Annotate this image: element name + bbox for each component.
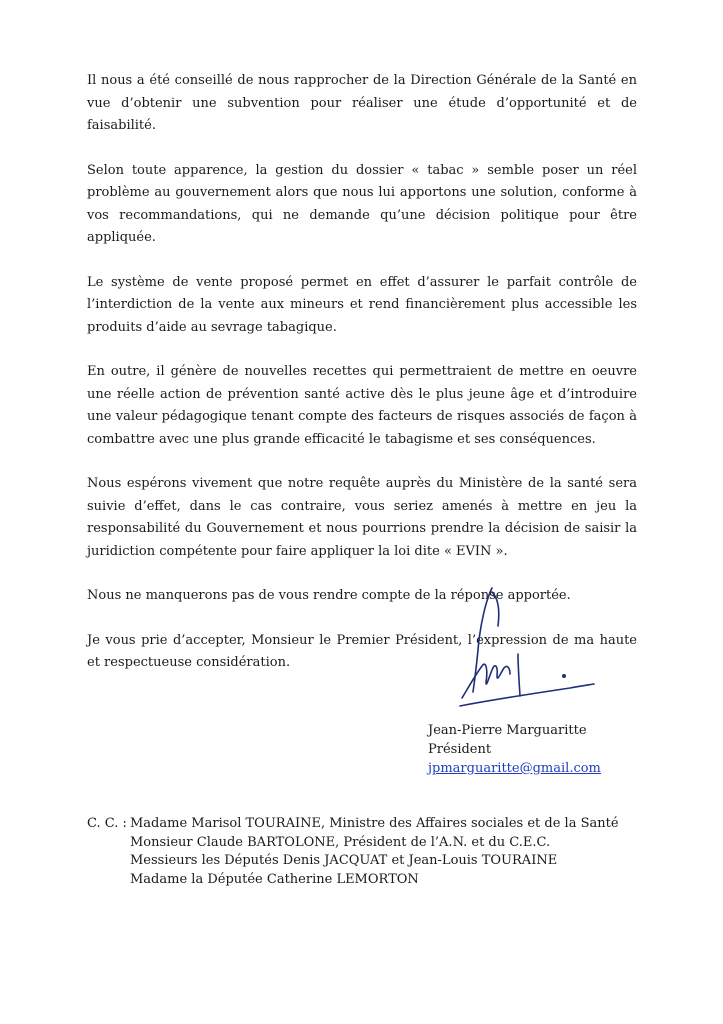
cc-label: C. C. : [87,816,127,831]
paragraph: Il nous a été conseillé de nous rapprocher de la Direction Générale de la Santé en vue d’obtenir une subvention pour réaliser une étude d’opportunité et de faisabilité. [87,73,637,133]
cc-recipient: Messieurs les Députés Denis JACQUAT et Jean-Louis TOURAINE [130,853,558,868]
signatory-name: Jean-Pierre Marguaritte [428,723,587,738]
cc-recipient: Madame la Députée Catherine LEMORTON [130,871,419,887]
email-link[interactable]: jpmarguaritte@gmail.com [428,761,601,776]
closing-paragraph: Je vous prie d’accepter, Monsieur le Premier Président, l’expression de ma haute et respectueuse considération. [87,632,637,670]
handwritten-signature [440,570,600,720]
paragraph: Nous espérons vivement que notre requête auprès du Ministère de la santé sera suivie d’effet, dans le cas contraire, vous seriez amenés à mettre en jeu la responsabilité du Gouvernement et nous pourrions prendre la décision de saisir la juridiction compétente pour faire appliquer la loi dite « EVIN ». [87,476,637,559]
signatory-title: Président [428,742,492,757]
signature-block [428,721,601,778]
carbon-copy-list [87,815,647,889]
cc-recipient: Madame Marisol TOURAINE, Ministre des Affaires sociales et de la Santé [130,816,619,831]
paragraph: Le système de vente proposé permet en effet d’assurer le parfait contrôle de l’interdiction de la vente aux mineurs et rend financièrement plus accessible les produits d’aide au sevrage tabagique. [87,274,637,335]
paragraph: Nous ne manquerons pas de vous rendre compte de la réponse apportée. [87,588,571,603]
cc-recipient: Monsieur Claude BARTOLONE, Président de l’A.N. et du C.E.C. [130,834,551,850]
paragraph: En outre, il génère de nouvelles recettes qui permettraient de mettre en oeuvre une réelle action de prévention santé active dès le plus jeune âge et d’introduire une valeur pédagogique tenant compte des facteurs de risques associés de façon à combattre avec une plus grande efficacité le tabagisme et ses conséquences. [87,364,637,447]
paragraph: Selon toute apparence, la gestion du dossier « tabac » semble poser un réel problème au gouvernement alors que nous lui apportons une solution, conforme à vos recommandations, qui ne demande qu’une décision politique pour être appliquée. [87,162,637,245]
